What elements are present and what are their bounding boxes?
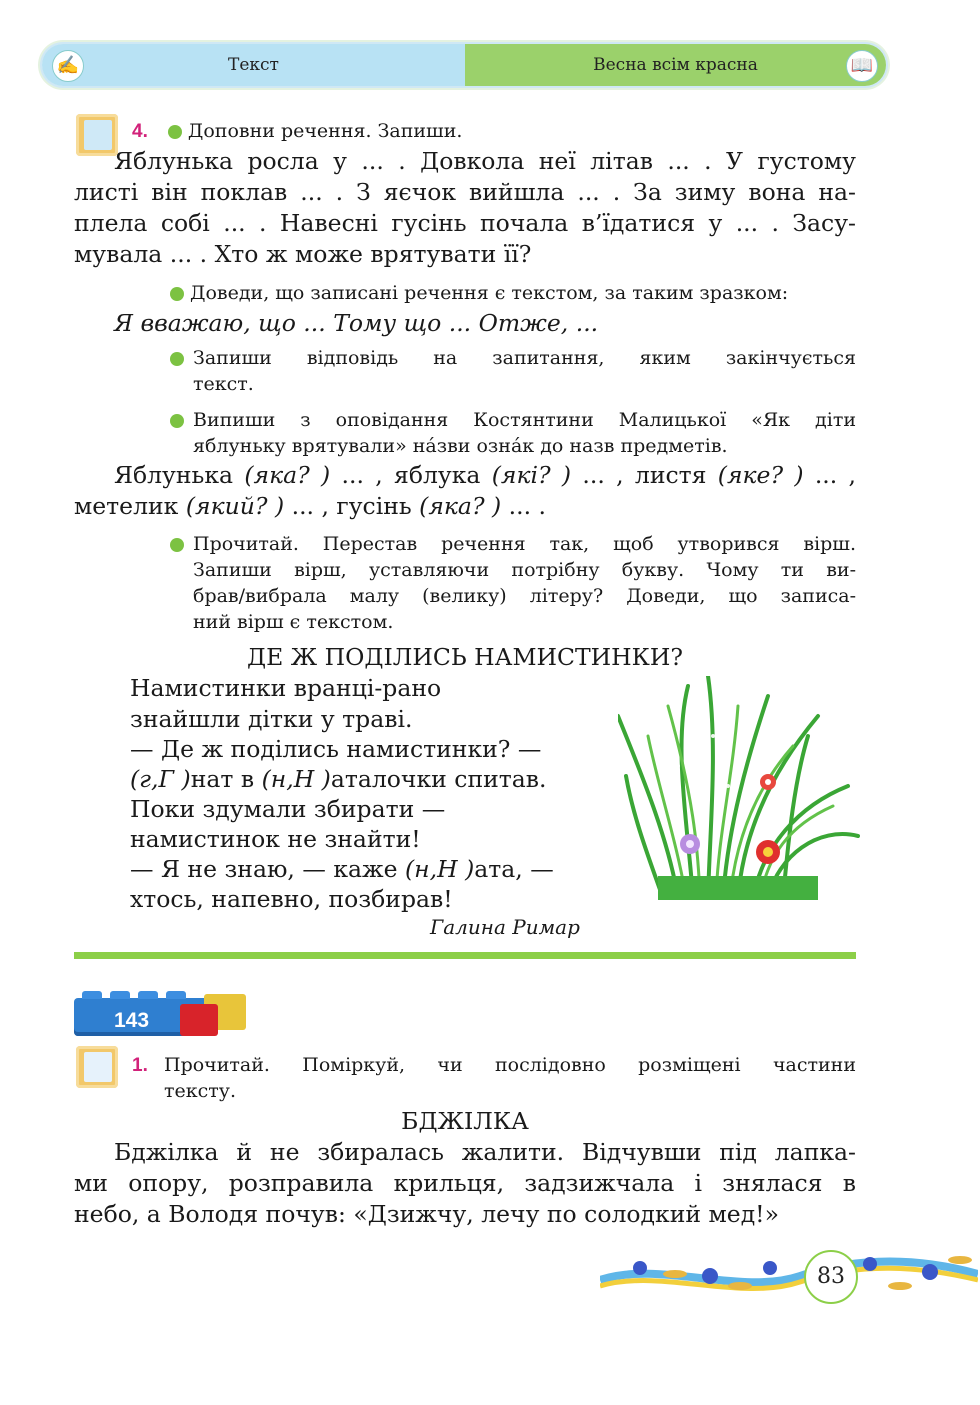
bullet-icon: [170, 407, 190, 433]
task4-text-line: плела собі ... . Навесні гусінь почала в’їдатися у ... . Засу-: [74, 209, 856, 237]
bullet-icon: [170, 531, 190, 557]
poem-line: Намистинки вранці-рано: [130, 674, 442, 702]
story-line: ми опору, розправила крильця, задзижчала і знялася в: [74, 1169, 856, 1197]
header-left-section: [42, 44, 465, 86]
poem-line: — Де ж поділись намистинки? —: [130, 735, 542, 763]
pen-icon: ✍: [52, 50, 84, 82]
lego-red-brick: [180, 1004, 218, 1036]
flower-icon: [760, 774, 776, 790]
lesson-number: 143: [114, 1009, 150, 1032]
poem-line: Поки здумали збирати —: [130, 795, 446, 823]
reading-task-icon: [76, 1046, 118, 1088]
poem-author: Галина Римар: [430, 915, 580, 939]
answer-pattern: Я вважаю, що ... Тому що ... Отже, ...: [114, 309, 599, 337]
prove-instruction: Доведи, що записані речення є текстом, за таким зразком:: [170, 280, 788, 306]
read-instruction-line: брав/вибрала малу (велику) літеру? Доведи, що записа-: [193, 585, 856, 607]
grass-illustration: [618, 676, 860, 902]
read-instruction-line: Запиши вірш, уставляючи потрібну букву. Чому ти ви-: [193, 559, 856, 581]
flower-wreath-decoration: [600, 1246, 978, 1302]
book-icon: 📖: [846, 50, 878, 82]
read-instruction-line: ний вірш є текстом.: [193, 611, 394, 633]
story-line: Бджілка й не збиралась жалити. Відчувши під лапка-: [114, 1138, 856, 1166]
story-title: БДЖІЛКА: [401, 1107, 529, 1135]
task-instruction: Доповни речення. Запиши.: [187, 120, 463, 142]
bullet-icon: [170, 287, 184, 301]
task-number: 1.: [132, 1055, 148, 1076]
poem-line: — Я не знаю, — каже (н,Н )ата, —: [130, 855, 554, 883]
flower-icon: [680, 834, 700, 854]
answer-instruction-line: текст.: [193, 373, 254, 395]
writing-task-icon: [76, 114, 118, 156]
bullet-icon: [168, 125, 182, 139]
task-number: 4.: [132, 121, 148, 142]
read-instruction-line: Прочитай. Перестав речення так, щоб утворився вірш.: [193, 533, 856, 555]
answer-instruction-line: Запиши відповідь на запитання, яким закінчується: [193, 347, 856, 369]
poem-line: знайшли дітки у траві.: [130, 705, 413, 733]
task4-text-line: листі він поклав ... . З яєчок вийшла ... . За зиму вона на-: [74, 178, 856, 206]
extract-instruction-line: яблуньку врятували» на́зви озна́к до назв предметів.: [193, 435, 728, 457]
poem-line: хтось, напевно, позбирав!: [130, 885, 453, 913]
poem-line: (г,Г )нат в (н,Н )аталочки спитав.: [130, 765, 547, 793]
page-number: 83: [804, 1250, 858, 1304]
poem-line: намистинок не знайти!: [130, 825, 421, 853]
task1-instruction-line: Прочитай. Поміркуй, чи послідовно розміщені частини: [164, 1054, 856, 1076]
header-unit-title: Весна всім красна: [593, 55, 758, 75]
task4-text-line: мувала ... . Хто ж може врятувати її?: [74, 240, 532, 268]
extract-instruction-line: Випиши з оповідання Костянтини Малицької «Як діти: [193, 409, 856, 431]
task4-text-line: Яблунька росла у ... . Довкола неї літав ... . У густому: [114, 147, 856, 175]
story-line: небо, а Володя почув: «Дзижчу, лечу по солодкий мед!»: [74, 1200, 779, 1228]
task1-instruction-line: тексту.: [164, 1080, 237, 1102]
section-divider: [74, 952, 856, 959]
questions-line-1: Яблунька (яка? ) ... , яблука (які? ) ... , листя (яке? ) ... ,: [114, 461, 857, 489]
task4-heading: [132, 118, 462, 145]
questions-line-2: метелик (який? ) ... , гусінь (яка? ) ... .: [74, 492, 547, 520]
header-section-title: Текст: [228, 55, 279, 75]
flower-icon: [756, 840, 780, 864]
poem-title: ДЕ Ж ПОДІЛИСЬ НАМИСТИНКИ?: [247, 643, 683, 671]
page-header: [42, 44, 886, 86]
header-right-section: [465, 44, 886, 86]
bullet-icon: [170, 345, 190, 371]
